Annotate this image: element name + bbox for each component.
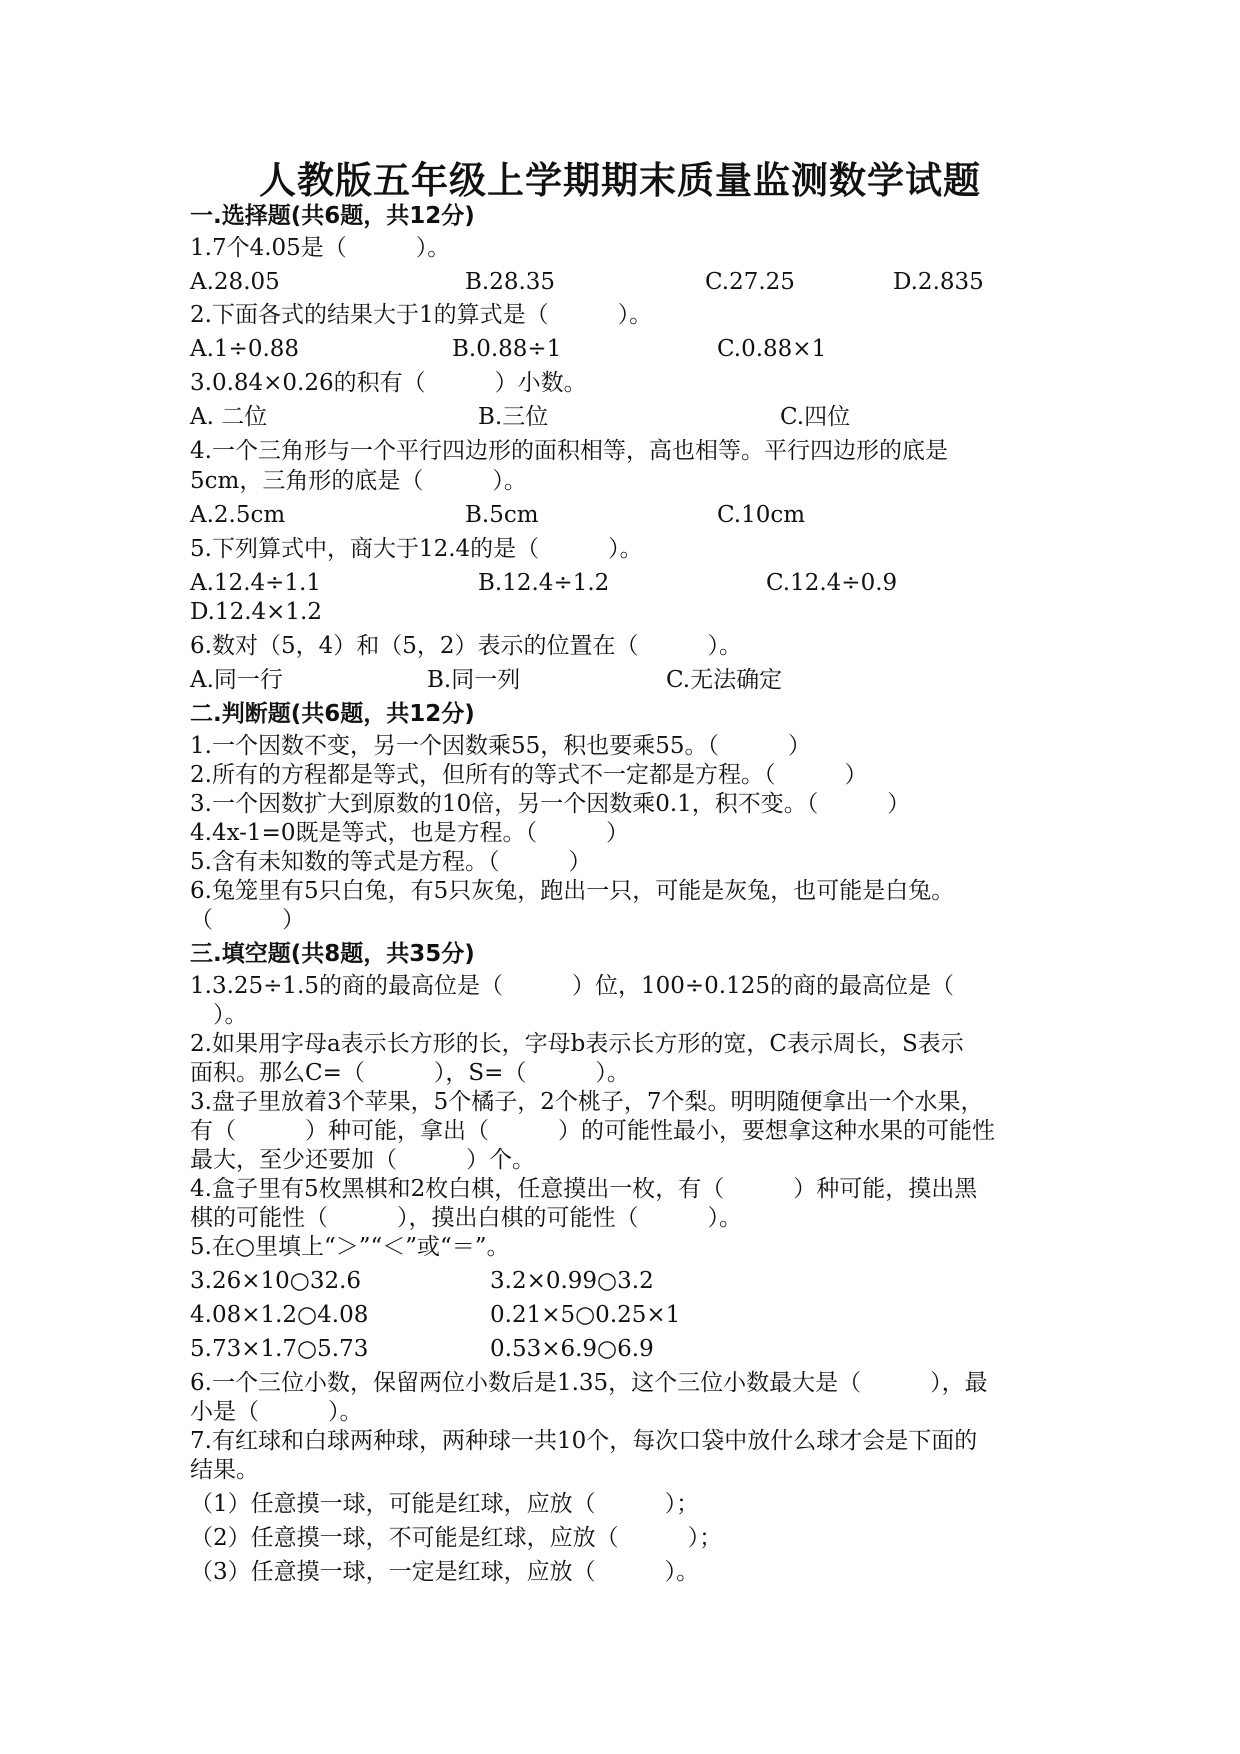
option-b: B.同一列 [427, 667, 521, 693]
fill-line: 5.在○里填上“＞”“＜”或“＝”。 [190, 1234, 510, 1260]
option-d: D.12.4×1.2 [190, 599, 322, 625]
option-c: C.四位 [780, 404, 851, 430]
option-a: A.12.4÷1.1 [190, 570, 321, 596]
option-c: C.10cm [717, 502, 806, 528]
judgment-5: 5.含有未知数的等式是方程。（ ） [190, 849, 592, 875]
section-1-heading: 一.选择题(共6题，共12分) [190, 203, 475, 229]
fill-line: 棋的可能性（ ），摸出白棋的可能性（ ）。 [190, 1205, 742, 1231]
fill-line: 7.有红球和白球两种球，两种球一共10个，每次口袋中放什么球才会是下面的 [190, 1428, 978, 1454]
fill-line: （3）任意摸一球，一定是红球，应放（ ）。 [190, 1559, 700, 1585]
option-a: A. 二位 [190, 404, 268, 430]
option-a: A.1÷0.88 [190, 336, 300, 362]
fill-line: （2）任意摸一球，不可能是红球，应放（ ）； [190, 1525, 723, 1551]
option-c: C.12.4÷0.9 [766, 570, 898, 596]
option-b: B.三位 [478, 404, 549, 430]
option-b: B.12.4÷1.2 [478, 570, 610, 596]
compare-item: 4.08×1.2○4.08 [190, 1302, 369, 1328]
fill-line: 小是（ ）。 [190, 1399, 363, 1425]
question-1-6: 6.数对（5，4）和（5，2）表示的位置在（ ）。 [190, 633, 742, 659]
fill-line: ）。 [190, 1002, 248, 1028]
option-c: C.无法确定 [666, 667, 783, 693]
compare-item: 0.53×6.9○6.9 [490, 1336, 654, 1362]
judgment-3: 3.一个因数扩大到原数的10倍，另一个因数乘0.1，积不变。（ ） [190, 791, 911, 817]
fill-line: 最大，至少还要加（ ）个。 [190, 1147, 535, 1173]
option-b: B.5cm [465, 502, 539, 528]
compare-item: 3.26×10○32.6 [190, 1268, 362, 1294]
compare-item: 5.73×1.7○5.73 [190, 1336, 369, 1362]
question-1-4-line-1: 4.一个三角形与一个平行四边形的面积相等，高也相等。平行四边形的底是 [190, 438, 948, 464]
fill-line: 2.如果用字母a表示长方形的长，字母b表示长方形的宽，C表示周长，S表示 [190, 1031, 964, 1057]
fill-line: 有（ ）种可能，拿出（ ）的可能性最小，要想拿这种水果的可能性 [190, 1118, 995, 1144]
option-a: A.同一行 [190, 667, 283, 693]
fill-line: 3.盘子里放着3个苹果，5个橘子，2个桃子，7个梨。明明随便拿出一个水果， [190, 1089, 984, 1115]
option-c: C.27.25 [705, 269, 795, 295]
question-1-1: 1.7个4.05是（ ）。 [190, 235, 451, 261]
option-a: A.28.05 [190, 269, 280, 295]
page-title: 人教版五年级上学期期末质量监测数学试题 [259, 159, 981, 202]
section-2-heading: 二.判断题(共6题，共12分) [190, 701, 475, 727]
option-b: B.0.88÷1 [452, 336, 562, 362]
section-3-heading: 三.填空题(共8题，共35分) [190, 941, 475, 967]
option-a: A.2.5cm [190, 502, 286, 528]
option-b: B.28.35 [465, 269, 556, 295]
fill-line: 4.盒子里有5枚黑棋和2枚白棋，任意摸出一枚，有（ ）种可能，摸出黑 [190, 1176, 978, 1202]
compare-item: 3.2×0.99○3.2 [490, 1268, 654, 1294]
fill-line: 6.一个三位小数，保留两位小数后是1.35，这个三位小数最大是（ ），最 [190, 1370, 988, 1396]
compare-item: 0.21×5○0.25×1 [490, 1302, 681, 1328]
fill-line: 结果。 [190, 1457, 259, 1483]
question-1-2: 2.下面各式的结果大于1的算式是（ ）。 [190, 302, 653, 328]
fill-line: （1）任意摸一球，可能是红球，应放（ ）； [190, 1491, 700, 1517]
question-1-4-line-2: 5cm，三角形的底是（ ）。 [190, 468, 527, 494]
fill-line: 1.3.25÷1.5的商的最高位是（ ）位，100÷0.125的商的最高位是（ [190, 973, 955, 999]
judgment-4: 4.4x-1=0既是等式，也是方程。（ ） [190, 820, 629, 846]
question-1-3: 3.0.84×0.26的积有（ ）小数。 [190, 370, 587, 396]
judgment-1: 1.一个因数不变，另一个因数乘55，积也要乘55。（ ） [190, 733, 811, 759]
judgment-2: 2.所有的方程都是等式，但所有的等式不一定都是方程。（ ） [190, 762, 868, 788]
judgment-6-blank: （ ） [190, 907, 305, 933]
fill-line: 面积。那么C=（ ），S=（ ）。 [190, 1060, 630, 1086]
question-1-5: 5.下列算式中，商大于12.4的是（ ）。 [190, 536, 643, 562]
option-c: C.0.88×1 [717, 336, 827, 362]
option-d: D.2.835 [893, 269, 984, 295]
judgment-6: 6.兔笼里有5只白兔，有5只灰兔，跑出一只，可能是灰兔，也可能是白兔。 [190, 878, 955, 904]
